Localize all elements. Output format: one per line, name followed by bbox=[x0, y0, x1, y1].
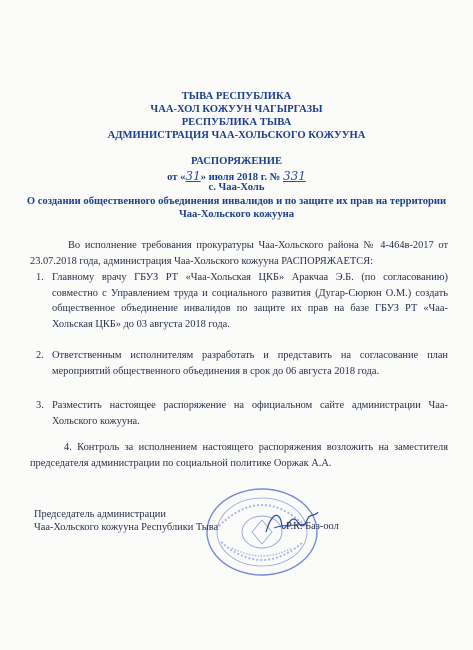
header-line-3: РЕСПУБЛИКА ТЫВА bbox=[181, 117, 292, 128]
date-day: 31 bbox=[185, 169, 201, 183]
body-item-4: 4. Контроль за исполнением настоящего распоряжения возложить на заместителя председателя администрации по социальной политике Ооржак А.А. bbox=[30, 442, 448, 469]
list-item-text: Ответственным исполнителям разработать и представить на согласование план мероприятий общественного объединения в срок до 06 августа 2018 года. bbox=[52, 350, 448, 377]
order-place: с. Чаа-Холь bbox=[208, 182, 265, 193]
list-item bbox=[36, 398, 448, 429]
list-item bbox=[36, 270, 448, 332]
list-item bbox=[36, 348, 448, 379]
order-title: РАСПОРЯЖЕНИЕ bbox=[190, 156, 283, 167]
order-date-line bbox=[0, 169, 473, 183]
header-line-4: АДМИНИСТРАЦИЯ ЧАА-ХОЛЬСКОГО КОЖУУНА bbox=[107, 130, 366, 141]
list-item-text: Главному врачу ГБУЗ РТ «Чаа-Хольская ЦКБ» Аракчаа Э.Б. (по согласованию) совместно с Управлением труда и социального развития (Дугар-Сюрюн О.М.) создать общественное объединение инвалидов по защите их прав на базе ГБУЗ РТ «Чаа-Хольская ЦКБ» до 03 августа 2018 года. bbox=[52, 272, 448, 330]
list-item-number: 3. bbox=[36, 400, 44, 411]
list-item-number: 2. bbox=[36, 350, 44, 361]
header-line-1: ТЫВА РЕСПУБЛИКА bbox=[181, 91, 292, 102]
order-subject: О создании общественного объединения инвалидов и по защите их прав на территории Чаа-Хольского кожууна bbox=[26, 196, 447, 220]
date-suffix: » июля 2018 г. bbox=[200, 172, 268, 183]
order-number-label: № bbox=[269, 172, 281, 183]
order-number: 331 bbox=[282, 169, 306, 183]
signer-name: Р.К. Баз-оол bbox=[286, 521, 339, 532]
date-prefix: от « bbox=[167, 172, 186, 183]
signature-title-line-2: Чаа-Хольского кожууна Республики Тыва bbox=[34, 522, 219, 533]
header-line-2: ЧАА-ХОЛ КОЖУУН ЧАГЫРГАЗЫ bbox=[150, 104, 323, 115]
list-item-text: Разместить настоящее распоряжение на официальном сайте администрации Чаа-Хольского кожууна. bbox=[52, 400, 448, 427]
body-intro: Во исполнение требования прокуратуры Чаа-Хольского района № 4-464в-2017 от 23.07.2018 года, администрация Чаа-Хольского кожууна РАСПОРЯЖАЕТСЯ: bbox=[30, 240, 448, 267]
list-item-number: 1. bbox=[36, 272, 44, 283]
signature-title-line-1: Председатель администрации bbox=[34, 509, 166, 520]
